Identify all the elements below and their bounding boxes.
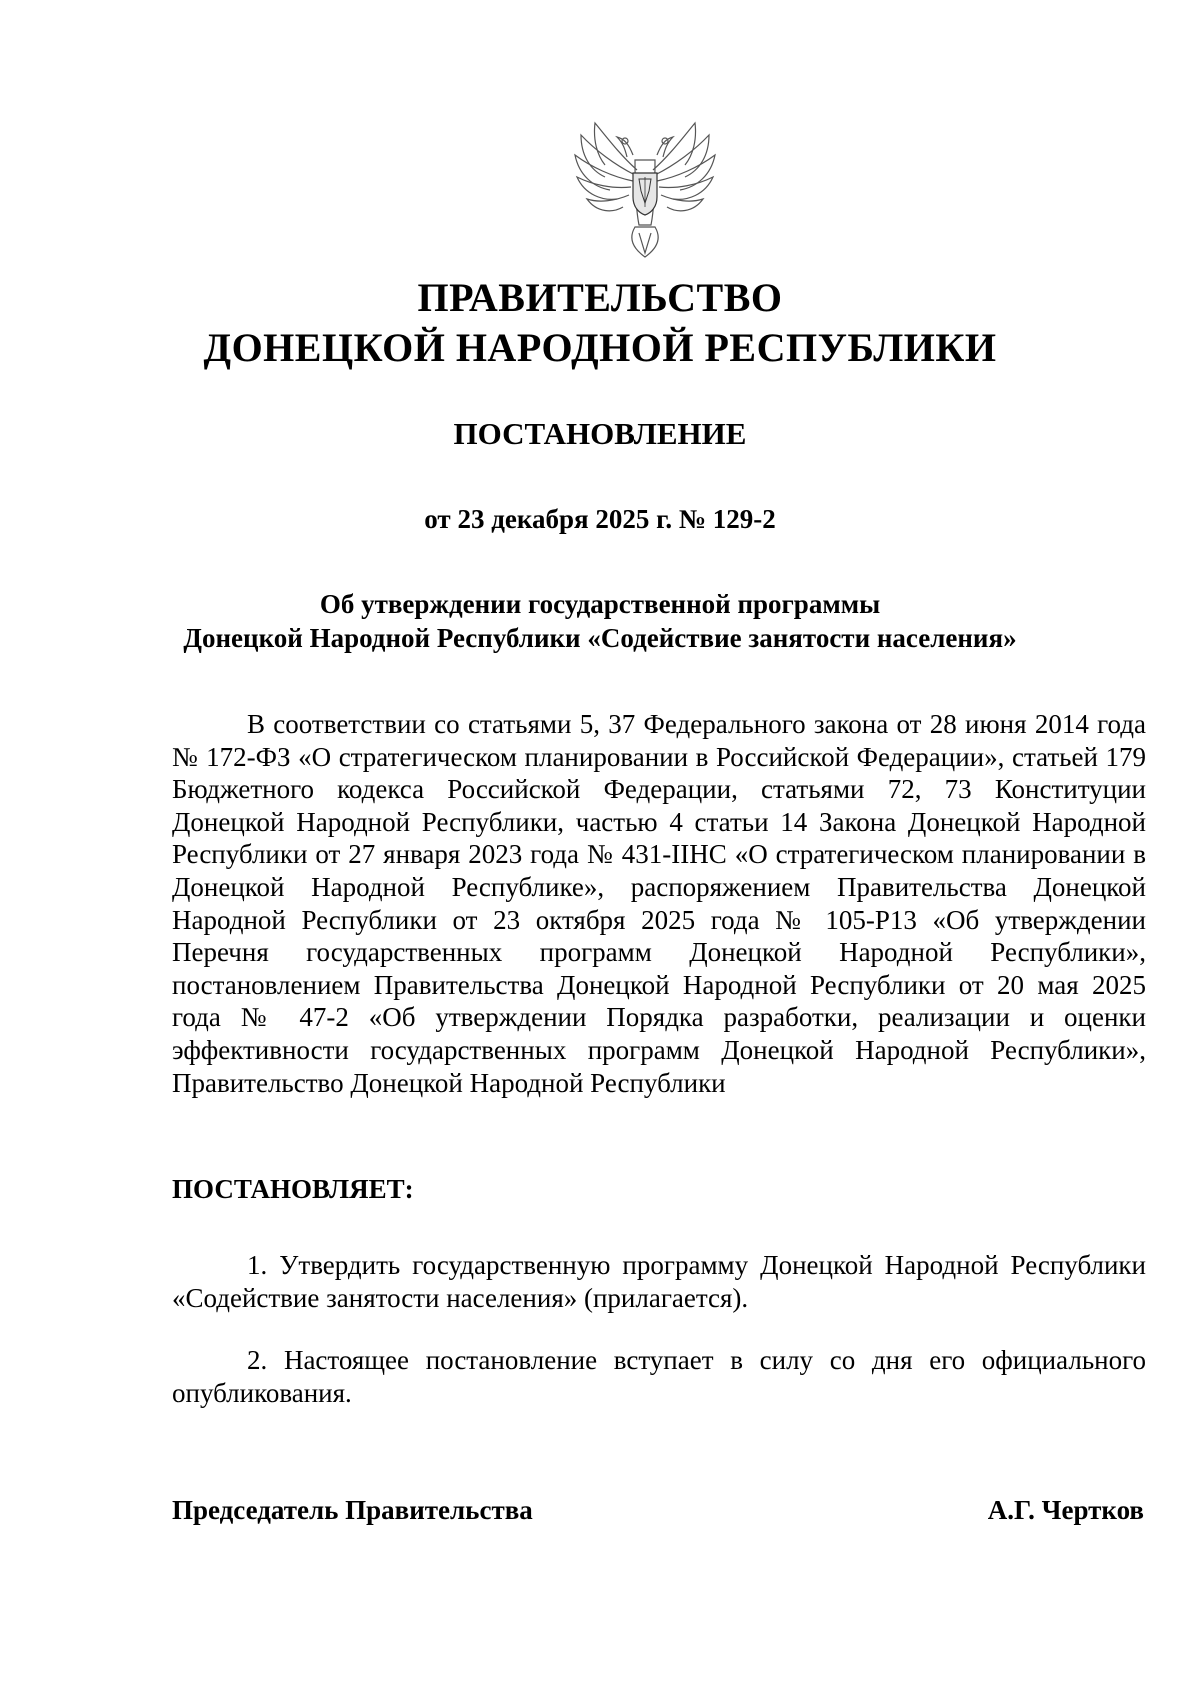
preamble-paragraph: В соответствии со статьями 5, 37 Федерального закона от 28 июня 2014 года № 172-ФЗ «О стратегическом планировании в Российской Федерации», статьей 179 Бюджетного кодекса Российской Федерации, статьями 72, 73 Конституции Донецкой Народной Республики, частью 4 статьи 14 Закона Донецкой Народной Республики от 27 января 2023 года № 431-IIНС «О стратегическом планировании в Донецкой Народной Республике», распоряжением Правительства Донецкой Народной Республики от 23 октября 2025 года № 105-Р13 «Об утверждении Перечня государственных программ Донецкой Народной Республики», постановлением Правительства Донецкой Народной Республики от 20 мая 2025 года № 47-2 «Об утверждении Порядка разработки, реализации и оценки эффективности государственных программ Донецкой Народной Республики», Правительство Донецкой Народной Республики xyxy=(172,709,1146,1098)
organization-title-line2: ДОНЕЦКОЙ НАРОДНОЙ РЕСПУБЛИКИ xyxy=(203,325,997,370)
subject-line2: Донецкой Народной Республики «Содействие занятости населения» xyxy=(183,623,1017,653)
resolution-item-1: 1. Утвердить государственную программу Донецкой Народной Республики «Содействие занятости населения» (прилагается). xyxy=(172,1250,1146,1313)
document-date-number: от 23 декабря 2025 г. № 129-2 xyxy=(424,504,776,534)
signatory-position: Председатель Правительства xyxy=(172,1495,533,1525)
coat-of-arms-icon xyxy=(565,115,725,265)
document-type: ПОСТАНОВЛЕНИЕ xyxy=(453,416,747,451)
resolves-heading: ПОСТАНОВЛЯЕТ: xyxy=(172,1174,414,1204)
signatory-name: А.Г. Чертков xyxy=(987,1495,1144,1525)
subject-line1: Об утверждении государственной программы xyxy=(319,589,881,619)
resolution-item-2: 2. Настоящее постановление вступает в силу со дня его официального опубликования. xyxy=(172,1345,1146,1408)
organization-title-line1: ПРАВИТЕЛЬСТВО xyxy=(417,275,783,320)
